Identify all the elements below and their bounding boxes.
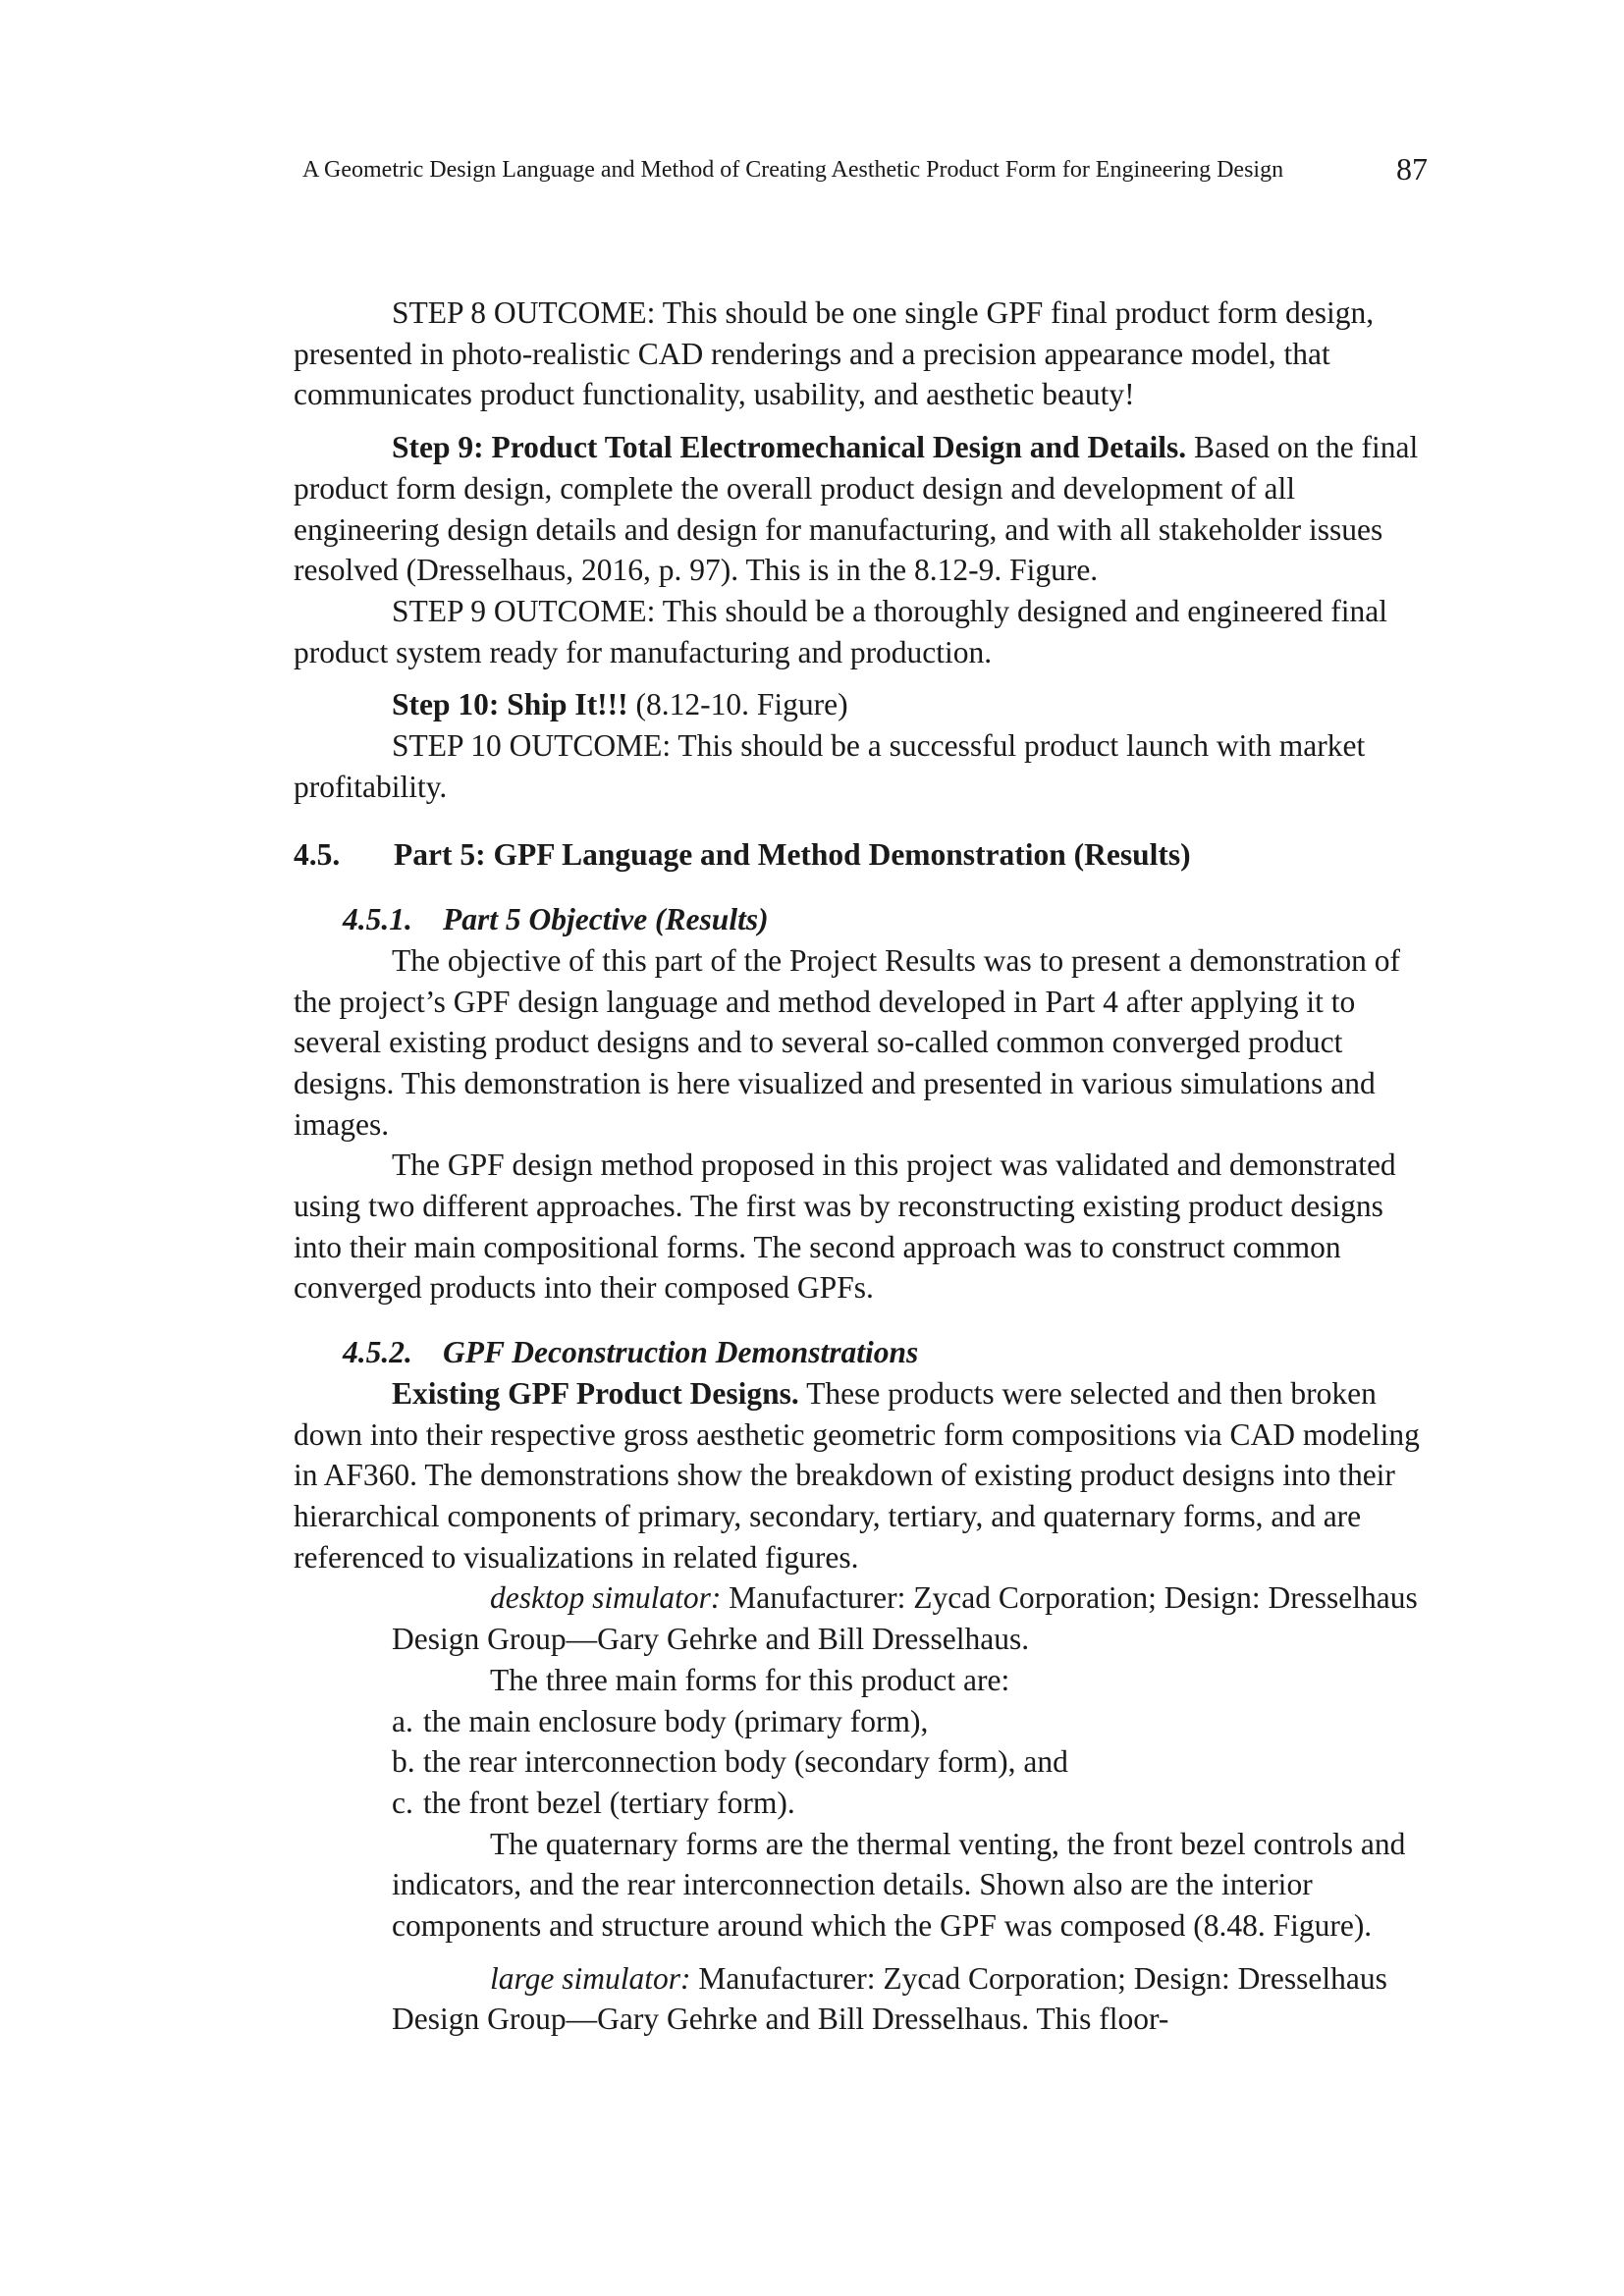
objective-paragraph-1: The objective of this part of the Project Results was to present a demonstration of the project’s GPF design language and method developed in Part 4 after applying it to several existing product designs and to several so-called common converged product designs. This demonstration is here visualized and presented in various simulations and images.: [294, 942, 1400, 1142]
step9-outcome-paragraph: STEP 9 OUTCOME: This should be a thoroughly designed and engineered final product system ready for manufacturing and production.: [294, 593, 1387, 669]
page-body: [294, 293, 1423, 2040]
section-number: 4.5.: [294, 837, 341, 873]
step9-body: Based on the final product form design, complete the overall product design and development of all engineering design details and design for manufacturing, and with all stakeholder issues resolved (Dresselhaus, 2016, p. 97). This is in the 8.12-9. Figure.: [294, 430, 1419, 588]
large-simulator-paragraph: [392, 1958, 1423, 2040]
desktop-simulator-block: [392, 1577, 1423, 2040]
subsection-heading-deconstruction: [343, 1332, 1423, 1373]
quaternary-forms-paragraph: The quaternary forms are the thermal venting, the front bezel controls and indicators, and the rear interconnection details. Shown also are the interior components and structure around which the GPF was composed (8.48. Figure).: [392, 1826, 1406, 1944]
step10-title: Step 10: Ship It!!!: [392, 687, 628, 722]
list-item: [392, 1783, 1423, 1824]
existing-designs-title: Existing GPF Product Designs.: [392, 1375, 799, 1411]
section-heading: [294, 834, 1423, 876]
list-item: [392, 1741, 1423, 1783]
list-text: the front bezel (tertiary form).: [423, 1785, 795, 1820]
list-text: the rear interconnection body (secondary form), and: [423, 1744, 1068, 1780]
subsection-title: Part 5 Objective (Results): [443, 902, 769, 937]
page-number: 87: [1396, 151, 1428, 187]
step10-paragraph: [294, 684, 1423, 725]
step10-outcome-paragraph: STEP 10 OUTCOME: This should be a successful product launch with market profitability.: [294, 728, 1366, 804]
section-title: Part 5: GPF Language and Method Demonstration (Results): [394, 837, 1191, 873]
objective-paragraph-2: The GPF design method proposed in this project was validated and demonstrated using two different approaches. The first was by reconstructing existing product designs into their main compositional forms. The second approach was to construct common converged products into their composed GPFs.: [294, 1148, 1396, 1306]
subsection-number: 4.5.1.: [343, 902, 412, 937]
large-simulator-body: Manufacturer: Zycad Corporation; Design: Dresselhaus Design Group—Gary Gehrke and Bill Dresselhaus. This floor-: [392, 1960, 1387, 2037]
three-forms-intro: The three main forms for this product are:: [490, 1662, 1010, 1697]
large-simulator-label: large simulator:: [490, 1960, 691, 1996]
step10-body: (8.12-10. Figure): [627, 687, 848, 722]
desktop-simulator-body: Manufacturer: Zycad Corporation; Design: Dresselhaus Design Group—Gary Gehrke and Bill Dresselhaus.: [392, 1580, 1418, 1657]
existing-designs-paragraph: [294, 1373, 1423, 1578]
list-marker: b.: [392, 1744, 415, 1780]
list-marker: a.: [392, 1703, 413, 1738]
subsection-title: GPF Deconstruction Demonstrations: [443, 1335, 919, 1370]
step9-title: Step 9: Product Total Electromechanical Design and Details.: [392, 430, 1187, 465]
subsection-number: 4.5.2.: [343, 1335, 412, 1370]
desktop-simulator-label: desktop simulator:: [490, 1580, 722, 1616]
subsection-heading-objective: [343, 899, 1423, 940]
existing-designs-body: These products were selected and then broken down into their respective gross aesthetic geometric form compositions via CAD modeling in AF360. The demonstrations show the breakdown of existing product designs into their hierarchical components of primary, secondary, tertiary, and quaternary forms, and are referenced to visualizations in related figures.: [294, 1375, 1420, 1575]
step8-outcome-paragraph: STEP 8 OUTCOME: This should be one single GPF final product form design, presented in photo-realistic CAD renderings and a precision appearance model, that communicates product functionality, usability, and aesthetic beauty!: [294, 295, 1375, 412]
step9-paragraph: [294, 427, 1423, 591]
list-text: the main enclosure body (primary form),: [423, 1703, 929, 1738]
running-title: A Geometric Design Language and Method of Creating Aesthetic Product Form for Engineering Design: [302, 157, 1284, 183]
list-item: [392, 1701, 1423, 1742]
desktop-simulator-paragraph: [392, 1577, 1423, 1659]
list-marker: c.: [392, 1785, 413, 1820]
